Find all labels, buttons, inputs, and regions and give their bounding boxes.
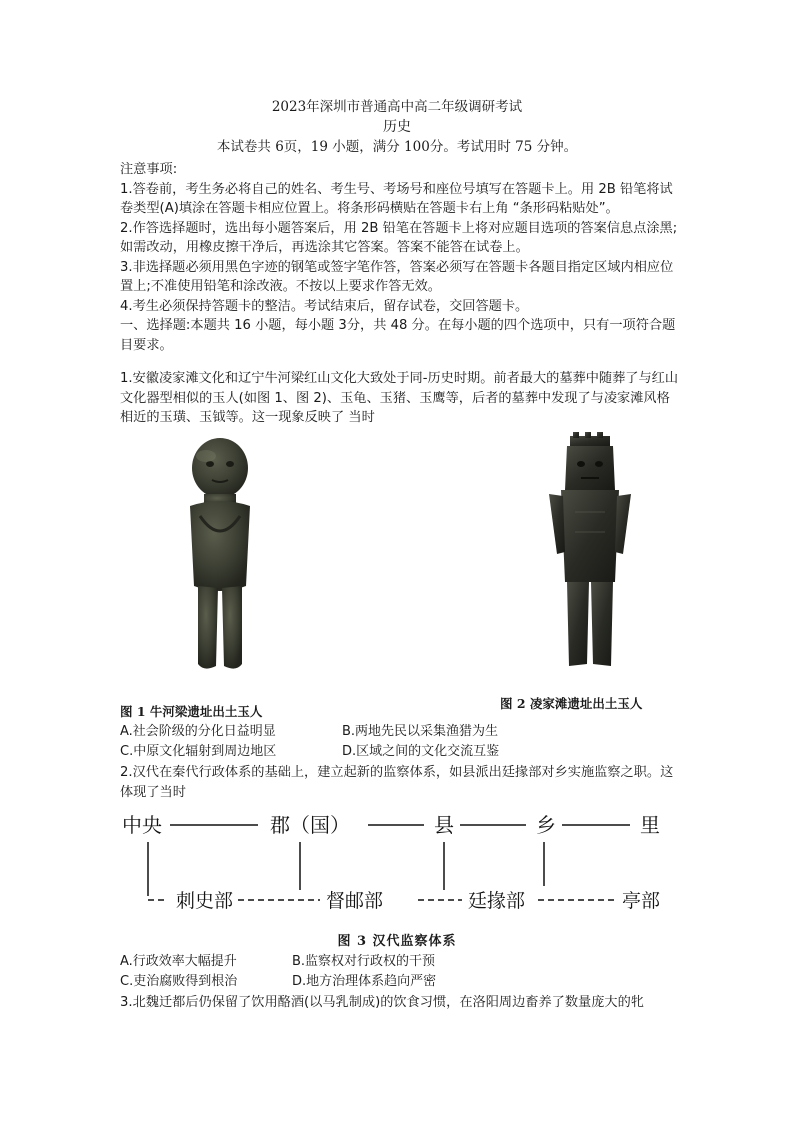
subject-title: 历史 xyxy=(383,119,411,135)
diagram-node-commandery: 郡（国） xyxy=(270,813,350,837)
option-b[interactable]: B.监察权对行政权的干预 xyxy=(292,954,436,969)
diagram-node-village: 里 xyxy=(640,813,660,837)
notes-section xyxy=(120,160,680,355)
option-d[interactable]: D.区域之间的文化交流互鉴 xyxy=(342,743,500,759)
question-1-options xyxy=(120,722,564,761)
exam-header xyxy=(0,98,794,156)
option-a[interactable]: A.行政效率大幅提升 xyxy=(120,954,237,969)
option-a[interactable]: A.社会阶级的分化日益明显 xyxy=(120,724,276,739)
jade-figure-image xyxy=(535,432,645,672)
diagram-node-duyou: 督邮部 xyxy=(326,890,384,912)
option-b[interactable]: B.两地先民以采集渔猎为生 xyxy=(342,724,499,739)
exam-title: 2023年深圳市普通高中高二年级调研考试 xyxy=(271,99,523,115)
figure-1-caption: 图 1 牛河梁遗址出土玉人 xyxy=(120,704,263,719)
question-1-text: 1.安徽凌家滩文化和辽宁牛河梁红山文化大致处于同-历史时期。前者最大的墓葬中随葬了与红山文化器型相似的玉人(如图 1、图 2)、玉龟、玉猪、玉鹰等，后者的墓葬中发现了与凌家滩风格相近的玉璜、玉钺等。这一现象反映了 当时 xyxy=(120,371,679,425)
jade-figure-image xyxy=(160,436,280,676)
option-c[interactable]: C.吏治腐败得到根治 xyxy=(120,973,238,989)
note-item: 3.非选择题必须用黑色字迹的钢笔或签字笔作答，答案必须写在答题卡各题目指定区域内相应位置上;不准使用铅笔和涂改液。不按以上要求作答无效。 xyxy=(120,259,674,294)
diagram-node-township: 乡 xyxy=(536,813,556,837)
question-1-stem xyxy=(120,369,680,428)
figure-1 xyxy=(110,436,330,719)
note-item: 1.答卷前，考生务必将自己的姓名、考生号、考场号和座位号填写在答题卡上。用 2B 铅笔将试卷类型(A)填涂在答题卡相应位置上。将条形码横贴在答题卡右上角 “条形码粘贴处”。 xyxy=(120,181,673,216)
option-c[interactable]: C.中原文化辐射到周边地区 xyxy=(120,743,277,759)
figure-2 xyxy=(490,432,690,711)
diagram-node-central: 中央 xyxy=(122,813,162,837)
option-d[interactable]: D.地方治理体系趋向严密 xyxy=(292,973,437,989)
figure-3-caption: 图 3 汉代监察体系 xyxy=(337,934,457,949)
note-item: 2.作答选择题时，选出每小题答案后，用 2B 铅笔在答题卡上将对应题目选项的答案信息点涂黑;如需改动，用橡皮擦干净后，再选涂其它答案。答案不能答在试卷上。 xyxy=(120,220,678,255)
note-item: 4.考生必须保持答题卡的整洁。考试结束后，留存试卷，交回答题卡。 xyxy=(120,298,529,314)
exam-info: 本试卷共 6页，19 小题，满分 100分。考试用时 75 分钟。 xyxy=(216,139,578,155)
diagram-node-cishi: 刺史部 xyxy=(176,890,234,912)
diagram-node-tingyuan: 廷掾部 xyxy=(468,890,526,912)
question-3-stem xyxy=(120,993,680,1013)
diagram-node-ting: 亭部 xyxy=(622,890,661,912)
section-intro: 一、选择题:本题共 16 小题，每小题 3分，共 48 分。在每小题的四个选项中，只有一项符合题目要求。 xyxy=(120,318,676,353)
question-2-options xyxy=(120,952,514,991)
figure-2-caption: 图 2 凌家滩遗址出土玉人 xyxy=(500,696,643,711)
diagram-node-county: 县 xyxy=(434,813,454,837)
question-2-stem xyxy=(120,763,680,802)
question-3-text: 3.北魏迁都后仍保留了饮用酪酒(以马乳制成)的饮食习惯，在洛阳周边畜养了数量庞大的牝 xyxy=(120,995,644,1010)
notes-heading: 注意事项: xyxy=(120,162,178,177)
question-2-text: 2.汉代在秦代行政体系的基础上，建立起新的监察体系，如县派出廷掾部对乡实施监察之职。这体现了当时 xyxy=(120,765,674,800)
